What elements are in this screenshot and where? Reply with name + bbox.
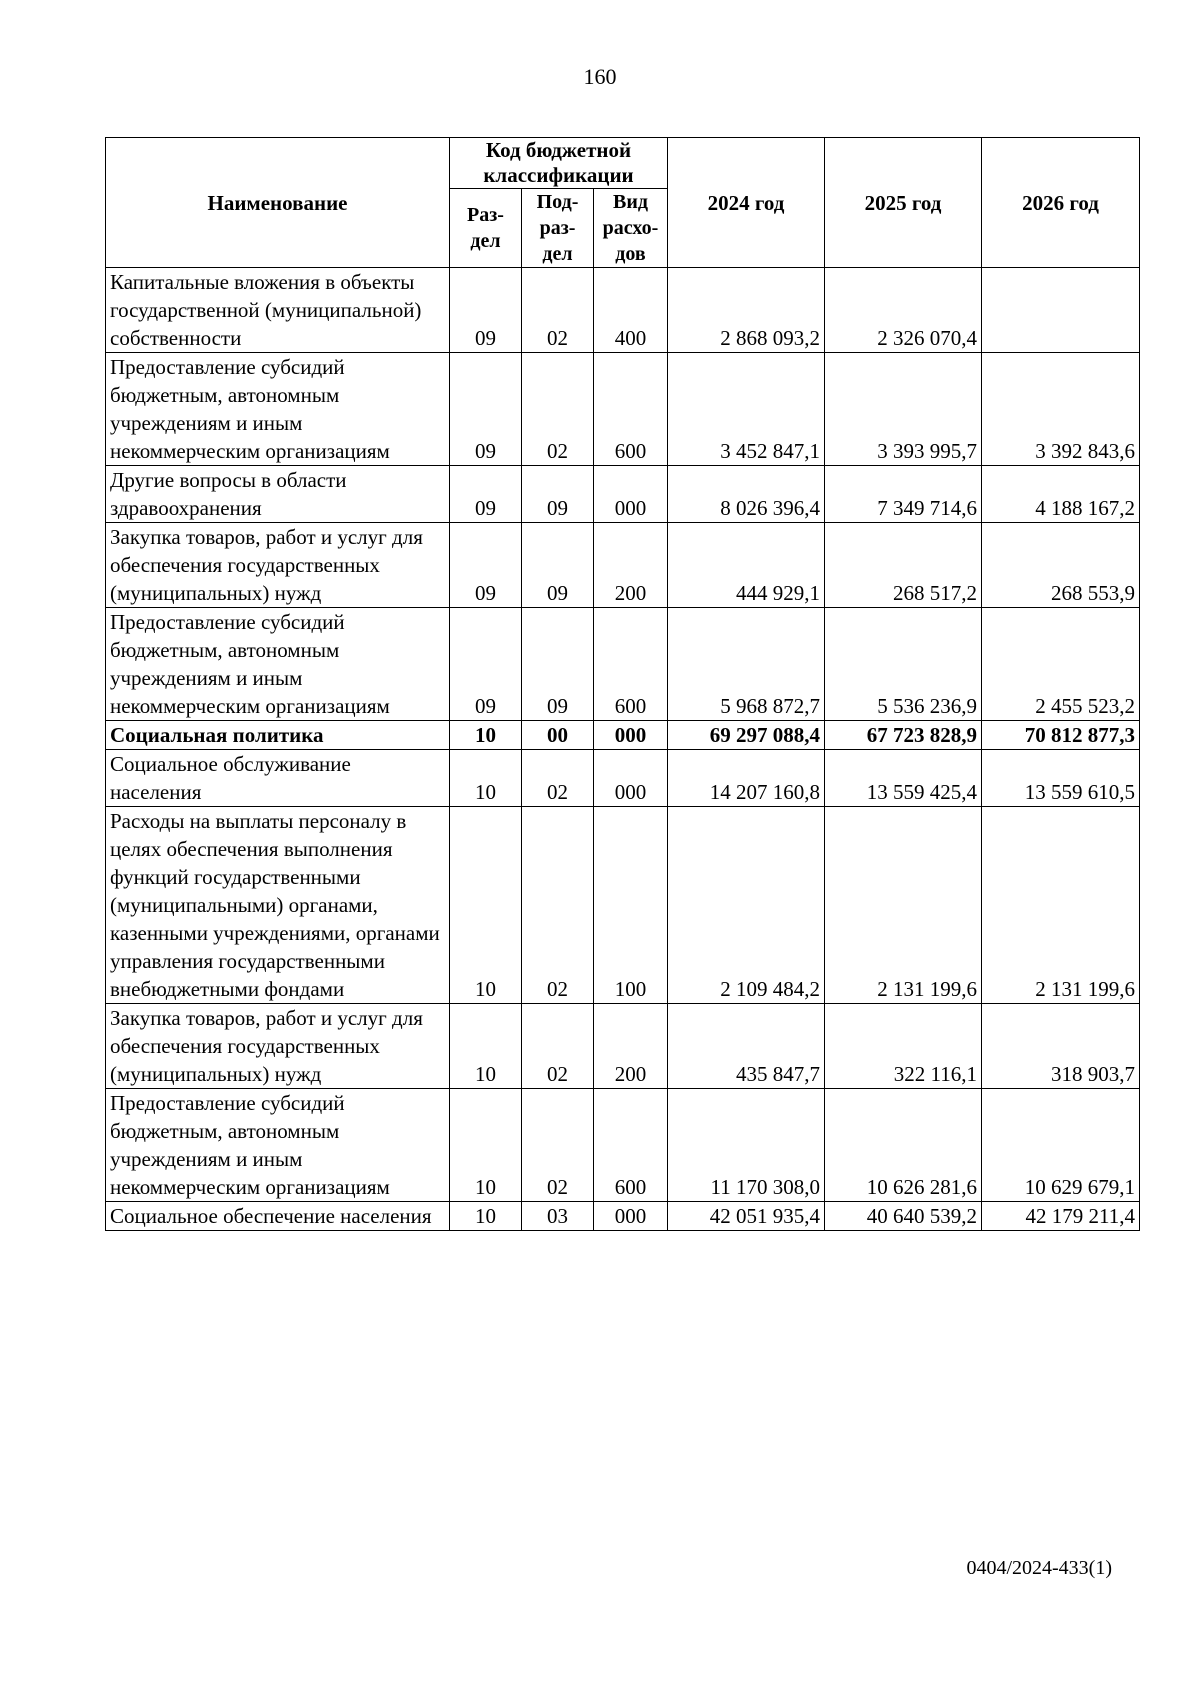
table-row (106, 1004, 1140, 1089)
table-row (106, 608, 1140, 721)
table-row (106, 353, 1140, 466)
cell-2024: 3 452 847,1 (668, 353, 825, 466)
cell-name: Социальное обслуживание населения (106, 750, 450, 807)
table-row (106, 268, 1140, 353)
cell-2025: 10 626 281,6 (825, 1089, 982, 1202)
cell-section: 09 (450, 466, 522, 523)
cell-subsection: 02 (522, 268, 594, 353)
cell-section: 10 (450, 1202, 522, 1231)
cell-name: Другие вопросы в области здравоохранения (106, 466, 450, 523)
header-year-2026: 2026 год (982, 138, 1140, 268)
cell-section: 10 (450, 807, 522, 1004)
table-row (106, 466, 1140, 523)
cell-name: Социальная политика (106, 721, 450, 750)
cell-2025: 2 326 070,4 (825, 268, 982, 353)
cell-section: 10 (450, 1004, 522, 1089)
cell-2024: 69 297 088,4 (668, 721, 825, 750)
cell-subsection: 02 (522, 807, 594, 1004)
cell-expense-type: 000 (594, 1202, 668, 1231)
table-header-row (106, 138, 1140, 189)
header-subsection: Под-раз-дел (522, 189, 594, 268)
cell-name: Предоставление субсидий бюджетным, автономным учреждениям и иным некоммерческим организациям (106, 353, 450, 466)
cell-subsection: 03 (522, 1202, 594, 1231)
cell-name: Капитальные вложения в объекты государственной (муниципальной) собственности (106, 268, 450, 353)
cell-2026: 10 629 679,1 (982, 1089, 1140, 1202)
cell-expense-type: 000 (594, 721, 668, 750)
cell-2025: 3 393 995,7 (825, 353, 982, 466)
cell-2024: 8 026 396,4 (668, 466, 825, 523)
table-row (106, 1089, 1140, 1202)
cell-expense-type: 000 (594, 750, 668, 807)
header-year-2024: 2024 год (668, 138, 825, 268)
cell-2024: 42 051 935,4 (668, 1202, 825, 1231)
cell-2024: 14 207 160,8 (668, 750, 825, 807)
cell-expense-type: 600 (594, 608, 668, 721)
cell-expense-type: 200 (594, 523, 668, 608)
cell-expense-type: 400 (594, 268, 668, 353)
cell-subsection: 02 (522, 1004, 594, 1089)
cell-2026: 2 131 199,6 (982, 807, 1140, 1004)
cell-expense-type: 200 (594, 1004, 668, 1089)
cell-name: Предоставление субсидий бюджетным, автономным учреждениям и иным некоммерческим организациям (106, 1089, 450, 1202)
cell-2026: 2 455 523,2 (982, 608, 1140, 721)
cell-subsection: 02 (522, 1089, 594, 1202)
cell-2026: 13 559 610,5 (982, 750, 1140, 807)
cell-subsection: 09 (522, 523, 594, 608)
cell-2025: 2 131 199,6 (825, 807, 982, 1004)
cell-2024: 444 929,1 (668, 523, 825, 608)
table-body (106, 268, 1140, 1231)
cell-subsection: 02 (522, 353, 594, 466)
header-code-group: Код бюджетной классификации (450, 138, 668, 189)
cell-2026: 318 903,7 (982, 1004, 1140, 1089)
cell-2025: 7 349 714,6 (825, 466, 982, 523)
table-row (106, 721, 1140, 750)
cell-section: 09 (450, 608, 522, 721)
table-row (106, 523, 1140, 608)
cell-2026: 4 188 167,2 (982, 466, 1140, 523)
cell-section: 09 (450, 268, 522, 353)
cell-name: Социальное обеспечение населения (106, 1202, 450, 1231)
cell-expense-type: 100 (594, 807, 668, 1004)
document-code: 0404/2024-433(1) (966, 1557, 1112, 1579)
cell-expense-type: 600 (594, 1089, 668, 1202)
cell-name: Закупка товаров, работ и услуг для обеспечения государственных (муниципальных) нужд (106, 1004, 450, 1089)
table-row (106, 750, 1140, 807)
cell-2026: 42 179 211,4 (982, 1202, 1140, 1231)
cell-2026: 268 553,9 (982, 523, 1140, 608)
budget-table (105, 137, 1140, 1231)
cell-name: Расходы на выплаты персоналу в целях обеспечения выполнения функций государственными (муниципальными) органами, казенными учреждениями, органами управления государственными внебюджетными фондами (106, 807, 450, 1004)
cell-2025: 40 640 539,2 (825, 1202, 982, 1231)
cell-2024: 2 109 484,2 (668, 807, 825, 1004)
cell-2025: 5 536 236,9 (825, 608, 982, 721)
cell-2024: 11 170 308,0 (668, 1089, 825, 1202)
page-number: 160 (583, 64, 617, 89)
cell-2025: 67 723 828,9 (825, 721, 982, 750)
cell-section: 10 (450, 1089, 522, 1202)
cell-section: 09 (450, 523, 522, 608)
cell-2025: 13 559 425,4 (825, 750, 982, 807)
cell-2024: 435 847,7 (668, 1004, 825, 1089)
cell-expense-type: 000 (594, 466, 668, 523)
cell-section: 09 (450, 353, 522, 466)
header-year-2025: 2025 год (825, 138, 982, 268)
cell-2024: 2 868 093,2 (668, 268, 825, 353)
cell-2024: 5 968 872,7 (668, 608, 825, 721)
header-expense-type: Вид расхо-дов (594, 189, 668, 268)
cell-name: Предоставление субсидий бюджетным, автономным учреждениям и иным некоммерческим организациям (106, 608, 450, 721)
cell-section: 10 (450, 721, 522, 750)
cell-name: Закупка товаров, работ и услуг для обеспечения государственных (муниципальных) нужд (106, 523, 450, 608)
cell-subsection: 09 (522, 608, 594, 721)
cell-expense-type: 600 (594, 353, 668, 466)
table-row (106, 1202, 1140, 1231)
cell-subsection: 09 (522, 466, 594, 523)
table-row (106, 807, 1140, 1004)
cell-2025: 268 517,2 (825, 523, 982, 608)
header-name: Наименование (106, 138, 450, 268)
cell-2025: 322 116,1 (825, 1004, 982, 1089)
cell-section: 10 (450, 750, 522, 807)
cell-2026 (982, 268, 1140, 353)
cell-2026: 3 392 843,6 (982, 353, 1140, 466)
cell-subsection: 00 (522, 721, 594, 750)
header-section: Раз-дел (450, 189, 522, 268)
cell-2026: 70 812 877,3 (982, 721, 1140, 750)
cell-subsection: 02 (522, 750, 594, 807)
